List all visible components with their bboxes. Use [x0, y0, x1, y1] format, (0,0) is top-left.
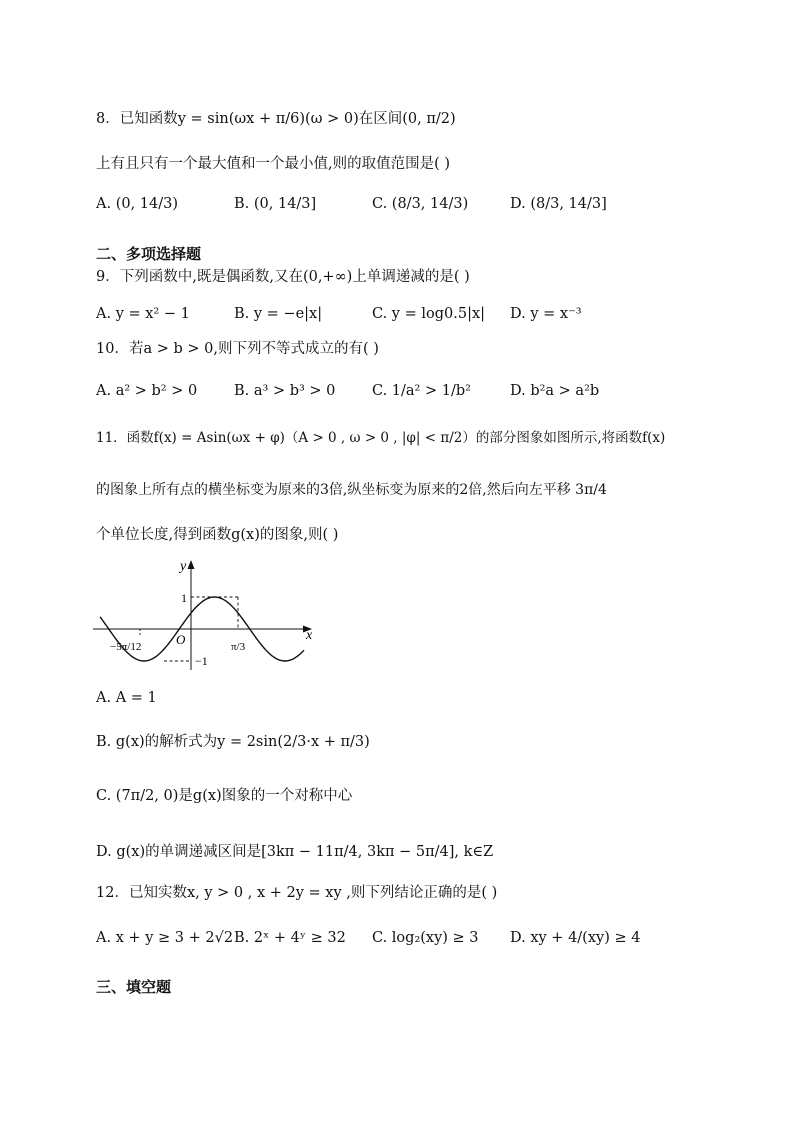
q12-option-d: D. xy + 4/(xy) ≥ 4 [510, 930, 641, 946]
q9-option-d: D. y = x⁻³ [510, 306, 582, 322]
x-axis-label: x [306, 628, 313, 643]
q8-option-c: C. (8/3, 14/3) [372, 196, 469, 212]
q11-sine-graph [88, 552, 318, 674]
q12-option-a: A. x + y ≥ 3 + 2√2 [96, 930, 234, 946]
q10-option-a: A. a² > b² > 0 [96, 383, 198, 399]
q9-option-b: B. y = −e|x| [234, 306, 323, 322]
origin-label: O [176, 632, 186, 647]
q9-option-c: C. y = log0.5|x| [372, 306, 486, 322]
q8-option-a: A. (0, 14/3) [96, 196, 179, 212]
x-right-label: π/3 [231, 641, 246, 653]
q11-stem-line3: 个单位长度,得到函数g(x)的图象,则( ) [96, 527, 339, 543]
q10-stem: 10．若a > b > 0,则下列不等式成立的有( ) [96, 341, 379, 357]
q11-stem-line1: 11．函数f(x) = Asin(ωx + φ)（A > 0 , ω > 0 , |φ| < π/2）的部分图象如图所示,将函数f(x) [96, 430, 666, 446]
y-axis-arrow [188, 560, 195, 569]
q8-stem-line2: 上有且只有一个最大值和一个最小值,则的取值范围是( ) [96, 156, 451, 172]
y-axis-label: y [180, 559, 187, 574]
section-heading-fill-in: 三、填空题 [96, 978, 172, 996]
q8-stem-line1: 8．已知函数y = sin(ωx + π/6)(ω > 0)在区间(0, π/2) [96, 111, 456, 127]
q12-stem: 12．已知实数x, y > 0 , x + 2y = xy ,则下列结论正确的是( ) [96, 885, 498, 901]
q11-option-a: A. A = 1 [96, 690, 157, 706]
q11-option-c: C. (7π/2, 0)是g(x)图象的一个对称中心 [96, 788, 353, 804]
q9-option-a: A. y = x² − 1 [96, 306, 190, 322]
q10-option-d: D. b²a > a²b [510, 383, 600, 399]
y-min-label: −1 [195, 654, 208, 668]
q11-stem-line2: 的图象上所有点的横坐标变为原来的3倍,纵坐标变为原来的2倍,然后向左平移 3π/4 [96, 482, 607, 498]
x-left-label: −5π/12 [110, 641, 142, 653]
q11-option-b: B. g(x)的解析式为y = 2sin(2/3·x + π/3) [96, 734, 370, 750]
q10-option-b: B. a³ > b³ > 0 [234, 383, 336, 399]
q11-option-d: D. g(x)的单调递减区间是[3kπ − 11π/4, 3kπ − 5π/4], k∈Z [96, 844, 494, 860]
q12-option-b: B. 2ˣ + 4ʸ ≥ 32 [234, 930, 346, 946]
q9-stem: 9．下列函数中,既是偶函数,又在(0,+∞)上单调递减的是( ) [96, 269, 470, 285]
q12-option-c: C. log₂(xy) ≥ 3 [372, 930, 479, 946]
q10-option-c: C. 1/a² > 1/b² [372, 383, 471, 399]
y-max-label: 1 [181, 591, 187, 605]
q8-option-d: D. (8/3, 14/3] [510, 196, 607, 212]
q8-option-b: B. (0, 14/3] [234, 196, 317, 212]
section-heading-multiple-choice: 二、多项选择题 [96, 245, 202, 263]
